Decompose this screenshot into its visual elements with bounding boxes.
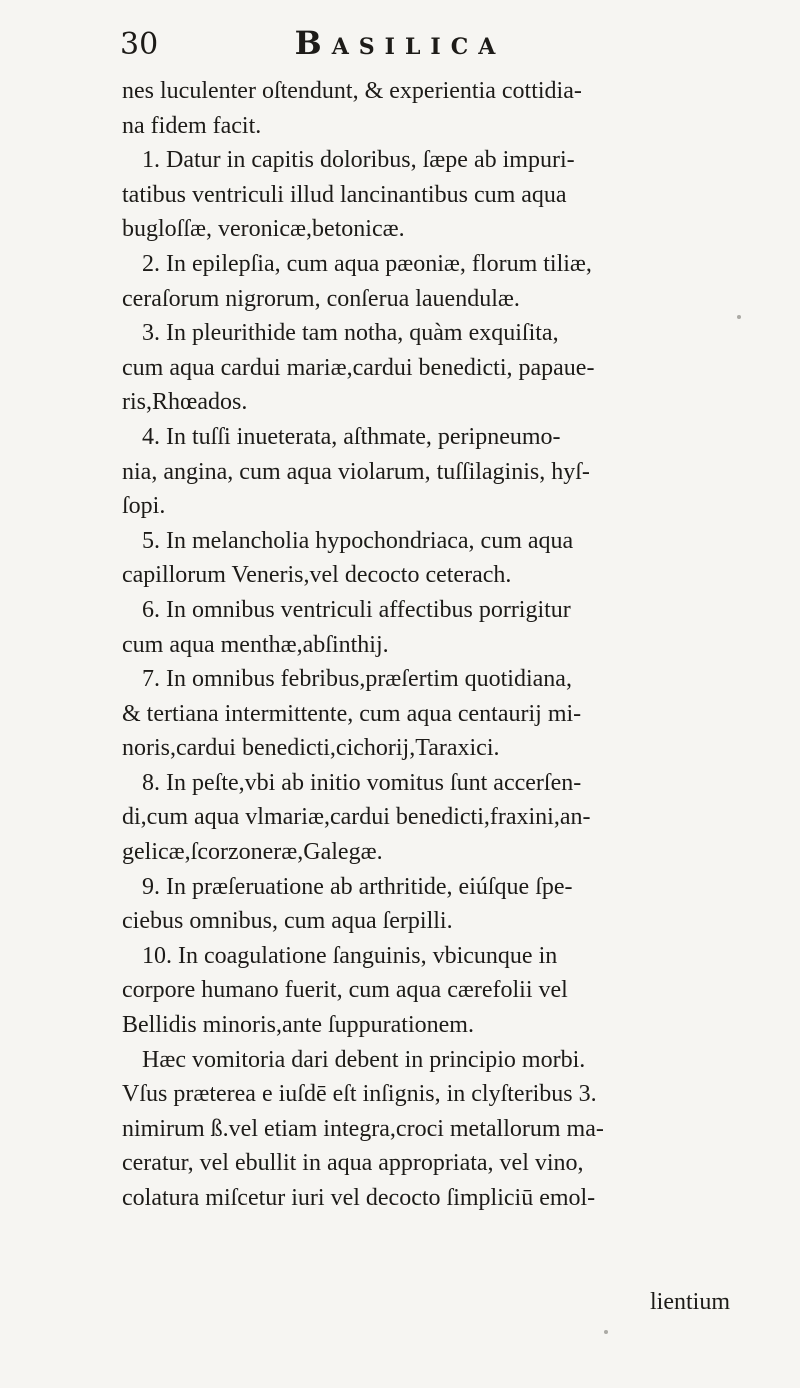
text-line-10: ris,Rhœados. [122, 389, 248, 416]
paper-speck [737, 315, 741, 319]
text-line-5: bugloſſæ, veronicæ,betonicæ. [122, 216, 405, 243]
text-line-31: nimirum ß.vel etiam integra,croci metallorum ma- [122, 1115, 604, 1142]
paper-speck [604, 1330, 608, 1334]
text-line-22: di,cum aqua vlmariæ,cardui benedicti,fraxini,an- [122, 804, 591, 831]
text-line-12: nia, angina, cum aqua violarum, tuſſilaginis, hyſ- [122, 458, 590, 485]
text-line-13: ſopi. [122, 493, 166, 520]
text-line-20: noris,cardui benedicti,cichorij,Taraxici. [122, 735, 500, 762]
text-line-30: Vſus præterea e iuſdē eſt inſignis, in clyſteribus 3. [122, 1081, 597, 1108]
text-line-14: 5. In melancholia hypochondriaca, cum aqua [142, 527, 574, 554]
text-line-2: na fidem facit. [122, 112, 262, 139]
text-line-9: cum aqua cardui mariæ,cardui benedicti, papaue- [122, 354, 595, 381]
text-line-21: 8. In peſte,vbi ab initio vomitus ſunt accerſen- [142, 769, 582, 796]
text-line-18: 7. In omnibus febribus,præſertim quotidiana, [142, 666, 572, 693]
catchword: lientium [650, 1289, 730, 1315]
text-line-1: nes luculenter oſtendunt, & experientia cottidia- [122, 78, 582, 104]
text-line-26: 10. In coagulatione ſanguinis, vbicunque in [142, 942, 558, 969]
text-line-6: 2. In epilepſia, cum aqua pæoniæ, florum tiliæ, [142, 250, 592, 277]
body-text [122, 74, 762, 1216]
text-line-19: & tertiana intermittente, cum aqua centaurij mi- [122, 700, 582, 727]
text-line-8: 3. In pleurithide tam notha, quàm exquiſita, [142, 320, 559, 347]
text-line-7: ceraſorum nigrorum, conſerua lauendulæ. [122, 285, 520, 312]
text-line-27: corpore humano fuerit, cum aqua cærefolii vel [122, 977, 568, 1004]
text-line-3: 1. Datur in capitis doloribus, ſæpe ab impuri- [142, 147, 575, 174]
text-line-4: tatibus ventriculi illud lancinantibus cum aqua [122, 181, 567, 208]
text-line-32: ceratur, vel ebullit in aqua appropriata, vel vino, [122, 1150, 584, 1177]
running-title: Basilica [294, 24, 506, 62]
text-line-28: Bellidis minoris,ante ſuppurationem. [122, 1012, 474, 1039]
text-line-17: cum aqua menthæ,abſinthij. [122, 631, 389, 658]
page-number: 30 [120, 27, 159, 62]
text-line-25: ciebus omnibus, cum aqua ſerpilli. [122, 908, 453, 935]
text-line-23: gelicæ,ſcorzoneræ,Galegæ. [122, 839, 383, 866]
text-line-33: colatura miſcetur iuri vel decocto ſimpliciū emol- [122, 1185, 596, 1211]
page-header [120, 22, 680, 70]
text-line-11: 4. In tuſſi inueterata, aſthmate, peripneumo- [142, 423, 561, 450]
text-line-15: capillorum Veneris,vel decocto ceterach. [122, 562, 512, 589]
text-line-24: 9. In præſeruatione ab arthritide, eiúſque ſpe- [142, 873, 573, 900]
text-line-29: Hæc vomitoria dari debent in principio morbi. [142, 1046, 586, 1073]
text-line-16: 6. In omnibus ventriculi affectibus porrigitur [142, 596, 571, 623]
